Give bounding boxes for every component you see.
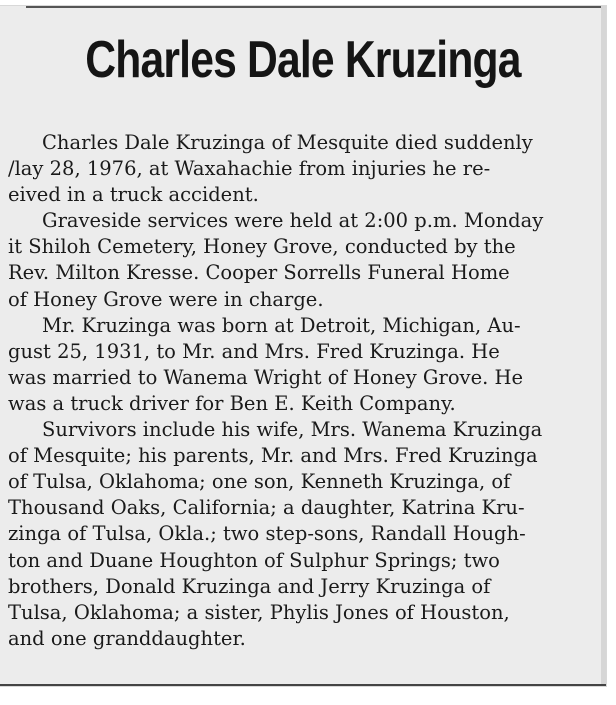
body-line: Tulsa, Oklahoma; a sister, Phylis Jones of Houston, (8, 600, 510, 624)
top-rule (26, 6, 606, 8)
obituary-headline: Charles Dale Kruzinga (85, 31, 521, 89)
body-line: it Shiloh Cemetery, Honey Grove, conducted by the (8, 235, 516, 259)
body-line: of Tulsa, Oklahoma; one son, Kenneth Kruzinga, of (8, 470, 511, 494)
body-line: Survivors include his wife, Mrs. Wanema Kruzinga (42, 418, 543, 442)
body-line: and one granddaughter. (8, 626, 246, 650)
newspaper-clipping (0, 6, 606, 686)
body-line: Thousand Oaks, California; a daughter, Katrina Kru- (8, 496, 525, 520)
body-line: of Mesquite; his parents, Mr. and Mrs. Fred Kruzinga (8, 444, 538, 468)
body-line: was a truck driver for Ben E. Keith Company. (8, 391, 456, 415)
body-line: zinga of Tulsa, Okla.; two step-sons, Randall Hough- (8, 522, 526, 546)
body-line: eived in a truck accident. (8, 183, 259, 207)
body-line: gust 25, 1931, to Mr. and Mrs. Fred Kruzinga. He (8, 339, 500, 363)
body-line: /lay 28, 1976, at Waxahachie from injuries he re- (8, 157, 491, 181)
body-line: brothers, Donald Kruzinga and Jerry Kruzinga of (8, 574, 491, 598)
body-line: of Honey Grove were in charge. (8, 287, 324, 311)
body-line: Rev. Milton Kresse. Cooper Sorrells Funeral Home (8, 261, 510, 285)
body-line: ton and Duane Houghton of Sulphur Springs; two (8, 548, 500, 572)
bottom-rule (0, 684, 606, 686)
body-line: was married to Wanema Wright of Honey Grove. He (8, 365, 524, 389)
body-line: Graveside services were held at 2:00 p.m. Monday (42, 209, 544, 233)
body-line: Charles Dale Kruzinga of Mesquite died suddenly (42, 131, 533, 154)
obituary-body (8, 130, 600, 652)
clipping-edge (601, 6, 606, 686)
body-line: Mr. Kruzinga was born at Detroit, Michigan, Au- (42, 313, 521, 337)
